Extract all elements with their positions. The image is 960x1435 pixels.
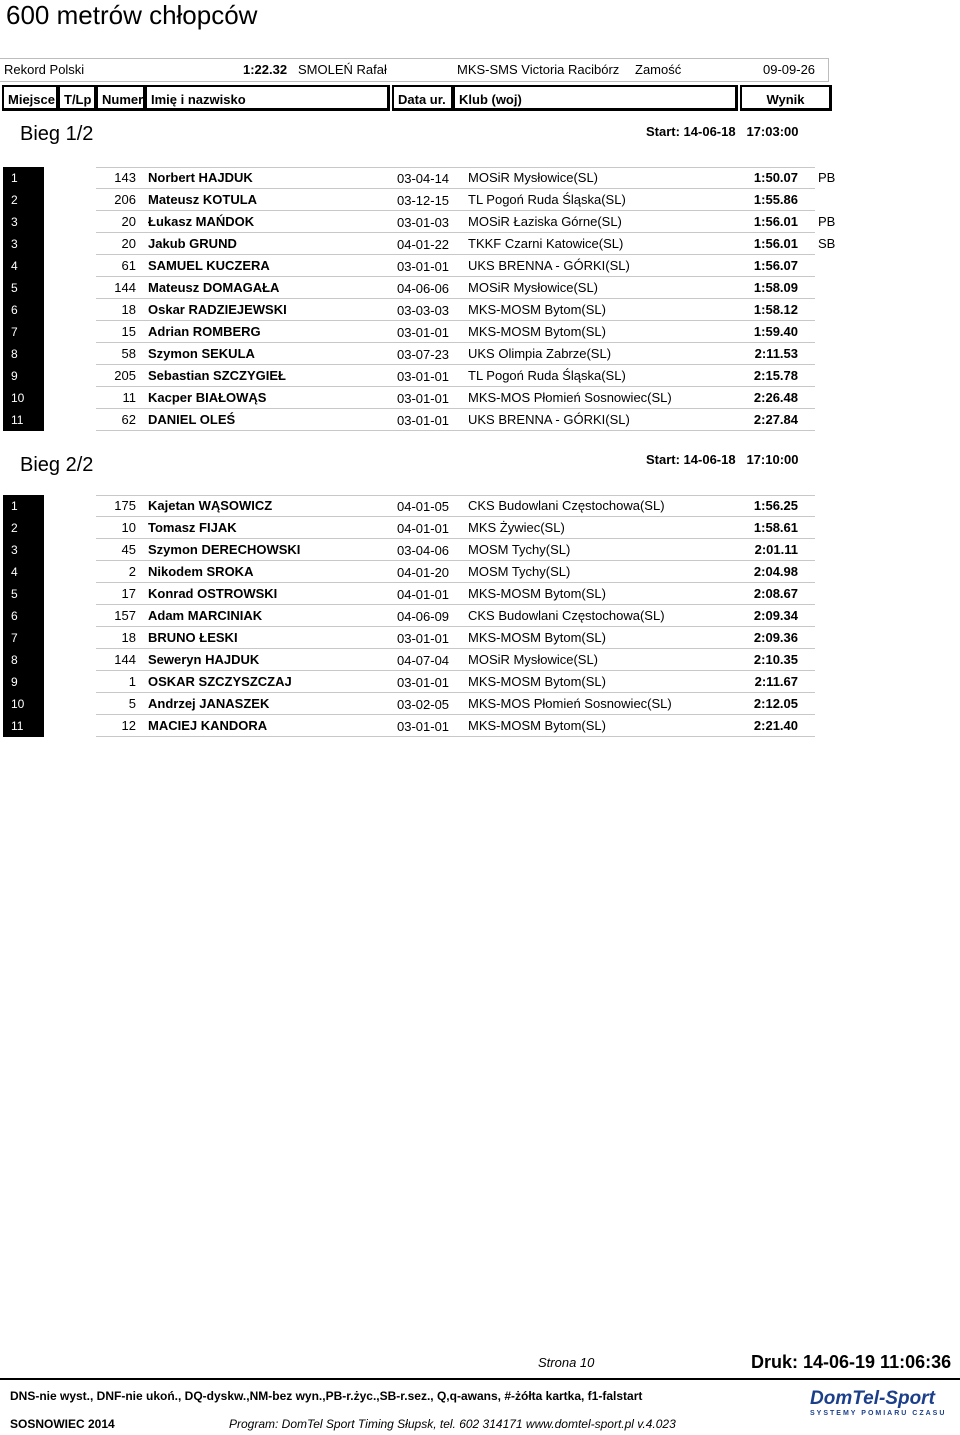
place-cell: 4 [3, 561, 44, 583]
bib-number: 61 [121, 258, 136, 273]
result-time: 2:09.36 [753, 630, 798, 645]
result-time: 2:27.84 [753, 412, 798, 427]
club-name: MKS-MOSM Bytom(SL) [468, 718, 606, 733]
athlete-name: Konrad OSTROWSKI [148, 586, 278, 601]
club-name: MKS-MOS Płomień Sosnowiec(SL) [468, 696, 672, 711]
birth-date: 03-01-01 [397, 675, 450, 690]
result-row [0, 561, 835, 583]
place-cell: 2 [3, 517, 44, 539]
club-name: MKS Żywiec(SL) [468, 520, 565, 535]
bib-number: 62 [121, 412, 136, 427]
print-timestamp: Druk: 14-06-19 11:06:36 [751, 1352, 952, 1372]
logo-main-text: DomTel- [810, 1388, 886, 1409]
result-row [0, 539, 835, 561]
result-time: 1:56.25 [753, 498, 798, 513]
record-note: PB [818, 214, 836, 229]
athlete-name: SAMUEL KUCZERA [148, 258, 270, 273]
club-name: MOSiR Mysłowice(SL) [468, 280, 599, 295]
place-cell: 5 [3, 583, 44, 605]
club-name: MOSiR Łaziska Górne(SL) [468, 214, 622, 229]
place-cell: 3 [3, 233, 44, 255]
birth-date: 03-01-03 [397, 215, 450, 230]
birth-date: 03-04-06 [397, 543, 450, 558]
place-cell: 3 [3, 211, 44, 233]
place-cell: 9 [3, 671, 44, 693]
club-name: MKS-MOSM Bytom(SL) [468, 302, 606, 317]
bib-number: 205 [114, 368, 136, 383]
bib-number: 15 [121, 324, 136, 339]
club-name: UKS BRENNA - GÓRKI(SL) [468, 258, 630, 273]
bib-number: 20 [121, 214, 136, 229]
footer-divider [0, 1378, 960, 1380]
bib-number: 11 [122, 390, 136, 405]
birth-date: 04-01-22 [397, 237, 450, 252]
heat-2-title: Bieg 2/2 [20, 454, 94, 476]
bib-number: 143 [114, 170, 136, 185]
bib-number: 17 [121, 586, 136, 601]
result-row [0, 299, 835, 321]
club-name: CKS Budowlani Częstochowa(SL) [468, 498, 665, 513]
result-time: 2:11.67 [754, 674, 798, 689]
birth-date: 03-01-01 [397, 719, 450, 734]
bib-number: 157 [114, 608, 136, 623]
row-rule [96, 430, 815, 431]
bib-number: 175 [114, 498, 136, 513]
birth-date: 03-01-01 [397, 369, 450, 384]
birth-date: 04-06-09 [397, 609, 450, 624]
bib-number: 5 [128, 696, 136, 711]
birth-date: 04-07-04 [397, 653, 450, 668]
athlete-name: Seweryn HAJDUK [148, 652, 260, 667]
athlete-name: Andrzej JANASZEK [148, 696, 270, 711]
place-cell: 11 [3, 715, 44, 737]
abbreviation-legend: DNS-nie wyst., DNF-nie ukoń., DQ-dyskw.,NM-bez wyn.,PB-r.życ.,SB-r.sez., Q,q-awans, #-żółta kartka, f1-falstart [10, 1389, 643, 1403]
page-number: Strona 10 [538, 1355, 595, 1370]
result-row [0, 693, 835, 715]
result-time: 1:56.01 [753, 214, 798, 229]
place-cell: 8 [3, 649, 44, 671]
place-cell: 9 [3, 365, 44, 387]
birth-date: 03-01-01 [397, 259, 450, 274]
column-header-number: Numer [96, 85, 146, 111]
birth-date: 04-01-05 [397, 499, 450, 514]
logo-subtitle: SYSTEMY POMIARU CZASU [810, 1410, 947, 1417]
club-name: MOSiR Mysłowice(SL) [468, 652, 599, 667]
club-name: CKS Budowlani Częstochowa(SL) [468, 608, 665, 623]
result-time: 1:58.09 [753, 280, 798, 295]
event-city: SOSNOWIEC 2014 [10, 1417, 115, 1431]
result-time: 1:58.61 [753, 520, 798, 535]
club-name: MOSM Tychy(SL) [468, 542, 571, 557]
bib-number: 2 [128, 564, 136, 579]
logo-sport-text: Sport [885, 1388, 935, 1409]
club-name: TL Pogoń Ruda Śląska(SL) [468, 192, 626, 207]
club-name: MKS-MOS Płomień Sosnowiec(SL) [468, 390, 672, 405]
bib-number: 10 [121, 520, 136, 535]
record-note: PB [818, 170, 836, 185]
result-row [0, 387, 835, 409]
athlete-name: DANIEL OLEŚ [148, 412, 236, 427]
result-row [0, 189, 835, 211]
heat-2-start-date: Start: 14-06-18 [646, 452, 736, 467]
place-cell: 10 [3, 693, 44, 715]
result-time: 2:11.53 [754, 346, 798, 361]
result-time: 2:01.11 [754, 542, 798, 557]
athlete-name: Nikodem SROKA [148, 564, 254, 579]
result-row [0, 211, 835, 233]
birth-date: 04-01-20 [397, 565, 450, 580]
club-name: MKS-MOSM Bytom(SL) [468, 674, 606, 689]
column-header-row [0, 85, 835, 115]
athlete-name: Mateusz KOTULA [148, 192, 258, 207]
birth-date: 03-01-01 [397, 325, 450, 340]
athlete-name: Norbert HAJDUK [148, 170, 253, 185]
athlete-name: Tomasz FIJAK [148, 520, 237, 535]
result-time: 2:09.34 [753, 608, 798, 623]
result-time: 2:04.98 [753, 564, 798, 579]
bib-number: 18 [121, 302, 136, 317]
result-time: 2:26.48 [753, 390, 798, 405]
club-name: UKS Olimpia Zabrze(SL) [468, 346, 612, 361]
place-cell: 7 [3, 321, 44, 343]
club-name: UKS BRENNA - GÓRKI(SL) [468, 412, 630, 427]
heat-2-results [0, 495, 835, 737]
bib-number: 20 [121, 236, 136, 251]
place-cell: 1 [3, 495, 44, 517]
club-name: MKS-MOSM Bytom(SL) [468, 630, 606, 645]
place-cell: 10 [3, 387, 44, 409]
athlete-name: Kacper BIAŁOWĄS [148, 390, 267, 405]
birth-date: 03-07-23 [397, 347, 450, 362]
result-time: 1:59.40 [753, 324, 798, 339]
result-time: 1:58.12 [753, 302, 798, 317]
result-row [0, 255, 835, 277]
result-time: 1:50.07 [753, 170, 798, 185]
club-name: TL Pogoń Ruda Śląska(SL) [468, 368, 626, 383]
athlete-name: Łukasz MAŃDOK [148, 214, 255, 229]
record-place: Zamość [635, 62, 682, 77]
result-time: 2:12.05 [753, 696, 798, 711]
bib-number: 206 [114, 192, 136, 207]
birth-date: 03-04-14 [397, 171, 450, 186]
heat-1-start [646, 122, 799, 142]
club-name: TKKF Czarni Katowice(SL) [468, 236, 624, 251]
place-cell: 5 [3, 277, 44, 299]
birth-date: 04-06-06 [397, 281, 450, 296]
column-header-club: Klub (woj) [453, 85, 738, 111]
place-cell: 7 [3, 627, 44, 649]
athlete-name: Szymon DERECHOWSKI [148, 542, 301, 557]
record-note: SB [818, 236, 836, 251]
result-time: 2:21.40 [753, 718, 798, 733]
heat-1-results [0, 167, 835, 431]
record-time: 1:22.32 [243, 62, 288, 77]
club-name: MKS-MOSM Bytom(SL) [468, 324, 606, 339]
athlete-name: OSKAR SZCZYSZCZAJ [148, 674, 292, 689]
result-row [0, 517, 835, 539]
athlete-name: Kajetan WĄSOWICZ [148, 498, 273, 513]
place-cell: 6 [3, 299, 44, 321]
place-cell: 3 [3, 539, 44, 561]
column-header-name: Imię i nazwisko [145, 85, 390, 111]
birth-date: 03-01-01 [397, 391, 450, 406]
athlete-name: Adam MARCINIAK [148, 608, 263, 623]
result-row [0, 233, 835, 255]
result-time: 2:10.35 [753, 652, 798, 667]
result-row [0, 343, 835, 365]
bib-number: 58 [121, 346, 136, 361]
column-header-dob: Data ur. [392, 85, 454, 111]
result-time: 1:56.01 [753, 236, 798, 251]
program-credit: Program: DomTel Sport Timing Słupsk, tel. 602 314171 www.domtel-sport.pl v.4.023 [229, 1417, 676, 1431]
athlete-name: Adrian ROMBERG [148, 324, 261, 339]
column-header-place: Miejsce [2, 85, 59, 111]
place-cell: 8 [3, 343, 44, 365]
page-title: 600 metrów chłopców [6, 0, 258, 30]
athlete-name: Oskar RADZIEJEWSKI [148, 302, 287, 317]
birth-date: 04-01-01 [397, 521, 450, 536]
club-name: MKS-MOSM Bytom(SL) [468, 586, 606, 601]
column-header-lane: T/Lp [58, 85, 97, 111]
result-row [0, 715, 835, 737]
birth-date: 03-12-15 [397, 193, 450, 208]
result-row [0, 495, 835, 517]
athlete-name: Szymon SEKULA [148, 346, 255, 361]
result-row [0, 627, 835, 649]
result-row [0, 167, 835, 189]
record-label: Rekord Polski [4, 62, 85, 77]
birth-date: 03-03-03 [397, 303, 450, 318]
place-cell: 6 [3, 605, 44, 627]
record-club: MKS-SMS Victoria Racibórz [457, 62, 620, 77]
bib-number: 45 [121, 542, 136, 557]
result-time: 2:08.67 [753, 586, 798, 601]
row-rule [96, 736, 815, 737]
birth-date: 04-01-01 [397, 587, 450, 602]
result-row [0, 605, 835, 627]
national-record-line [0, 58, 829, 82]
club-name: MOSiR Mysłowice(SL) [468, 170, 599, 185]
birth-date: 03-01-01 [397, 631, 450, 646]
result-row [0, 365, 835, 387]
club-name: MOSM Tychy(SL) [468, 564, 571, 579]
result-time: 2:15.78 [753, 368, 798, 383]
result-row [0, 649, 835, 671]
result-row [0, 277, 835, 299]
result-row [0, 671, 835, 693]
bib-number: 1 [128, 674, 136, 689]
place-cell: 1 [3, 167, 44, 189]
athlete-name: Mateusz DOMAGAŁA [148, 280, 280, 295]
place-cell: 4 [3, 255, 44, 277]
record-date: 09-09-26 [763, 62, 816, 77]
bib-number: 18 [121, 630, 136, 645]
bib-number: 12 [121, 718, 136, 733]
result-time: 1:55.86 [753, 192, 798, 207]
bib-number: 144 [114, 280, 136, 295]
column-header-result: Wynik [740, 85, 832, 111]
athlete-name: BRUNO ŁESKI [148, 630, 238, 645]
athlete-name: Sebastian SZCZYGIEŁ [148, 368, 286, 383]
result-row [0, 321, 835, 343]
place-cell: 11 [3, 409, 44, 431]
domtel-sport-logo [810, 1388, 955, 1428]
heat-2-start-time: 17:10:00 [746, 452, 799, 467]
result-row [0, 409, 835, 431]
result-time: 1:56.07 [753, 258, 798, 273]
place-cell: 2 [3, 189, 44, 211]
birth-date: 03-01-01 [397, 413, 450, 428]
birth-date: 03-02-05 [397, 697, 450, 712]
heat-1-start-date: Start: 14-06-18 [646, 124, 736, 139]
heat-1-title: Bieg 1/2 [20, 123, 94, 145]
record-holder: SMOLEŃ Rafał [298, 62, 387, 77]
bib-number: 144 [114, 652, 136, 667]
heat-1-start-time: 17:03:00 [746, 124, 799, 139]
athlete-name: Jakub GRUND [148, 236, 237, 251]
athlete-name: MACIEJ KANDORA [148, 718, 268, 733]
heat-2-start [646, 450, 799, 470]
result-row [0, 583, 835, 605]
